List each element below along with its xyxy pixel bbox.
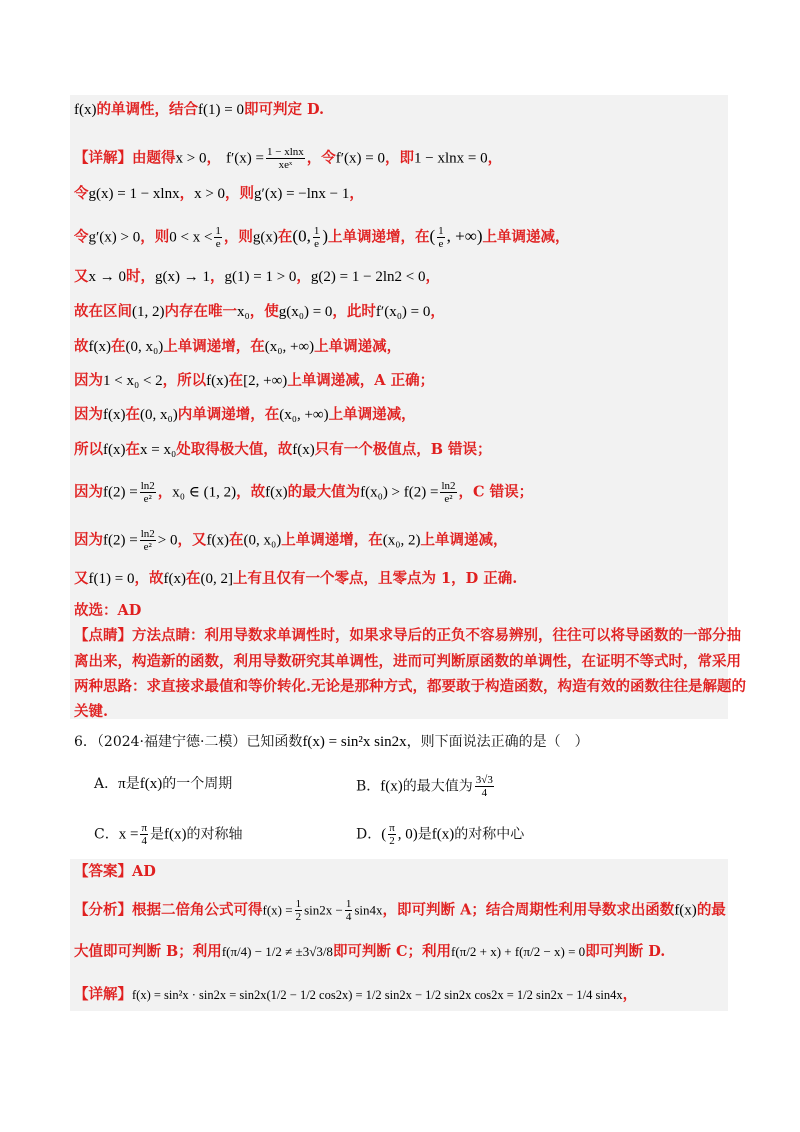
solution6-analysis-1: 【分析】根据二倍角公式可得f(x) = $\frac{1}{2}$ sin2x − $\frac{1}{4}$ sin4x，即可判断 A；结合周期性利用导数求出函数f(x)的最: [74, 898, 726, 923]
solution-line-11: 因为f(2) = $\frac{\ln 2}{\text{e²}}$ ，x₀ ∈ (1, 2)，故f(x)的最大值为f(x₀) > f(2) = $\frac{\ln 2}{\text{e²}}$ ，C 错误；: [74, 480, 534, 505]
option-c: C．x = $\frac{\pi}{4}$ 是f(x)的对称轴: [94, 822, 243, 847]
comment-line-3: 两种思路：求直接求最值和等价转化.无论是那种方式，都要敢于构造函数，构造有效的函数往往是解题的: [74, 678, 747, 695]
solution-line-5: 又x → 0时，g(x) → 1，g(1) = 1 > 0，g(2) = 1 − 2ln2 < 0，: [74, 268, 440, 285]
solution-line-6: 故在区间(1, 2)内存在唯一x₀，使g(x₀) = 0，此时f′(x₀) = 0，: [74, 303, 445, 320]
option-a: A．π是f(x)的一个周期: [94, 776, 233, 792]
comment-line-4: 关键.: [74, 703, 109, 720]
solution-line-9: 因为f(x)在(0, x₀)内单调递增，在(x₀, +∞)上单调递减，: [74, 406, 416, 423]
solution-line-10: 所以f(x)在x = x₀处取得极大值，故f(x)只有一个极值点，B 错误；: [74, 441, 492, 458]
option-b: B．f(x)的最大值为 $\frac{3√3}{4}$: [356, 774, 493, 799]
question-6-stem: 6．（2024·福建宁德·二模）已知函数f(x) = sin²x sin2x，则下面说法正确的是（ ）: [74, 734, 589, 750]
solution-line-7: 故f(x)在(0, x₀)上单调递增，在(x₀, +∞)上单调递减，: [74, 338, 402, 355]
solution-line-1: f(x)的单调性，结合f(1) = 0即可判定 D.: [74, 101, 325, 118]
solution-line-4: 令g′(x) > 0，则0 < x < $\frac{1}{e}$ ，则g(x)在(0, $\frac{1}{e}$ )上单调递增，在( $\frac{1}{e}$ , +∞)上单调递减，: [74, 225, 570, 250]
comment-line-1: 【点睛】方法点睛：利用导数求单调性时，如果求导后的正负不容易辨别，往往可以将导函数的一部分抽: [74, 627, 741, 644]
solution6-answer: 【答案】AD: [74, 863, 156, 880]
solution6-detail: 【详解】f(x) = sin²x · sin2x = sin2x(1/2 − 1/2 cos2x) = 1/2 sin2x − 1/2 sin2x cos2x = 1/2 sin2x − 1/4 sin4x，: [74, 986, 638, 1003]
solution-line-12: 因为f(2) = $\frac{\ln 2}{\text{e²}}$ > 0，又f(x)在(0, x₀)上单调递增，在(x₀, 2)上单调递减，: [74, 528, 508, 553]
option-d: D．( $\frac{\pi}{2}$ , 0)是f(x)的对称中心: [356, 822, 525, 847]
solution-line-13: 又f(1) = 0，故f(x)在(0, 2]上有且仅有一个零点，且零点为 1，D 正确.: [74, 570, 518, 587]
answer-line: 故选：AD: [74, 602, 142, 619]
solution6-analysis-2: 大值即可判断 B；利用f(π/4) − 1/2 ≠ ±3√3/8即可判断 C；利用f(π/2 + x) + f(π/2 − x) = 0即可判断 D.: [74, 943, 666, 960]
solution-line-3: 令g(x) = 1 − xlnx，x > 0，则g′(x) = −lnx − 1，: [74, 185, 364, 202]
solution-line-2: 【详解】由题得x > 0， f′(x) = 1 − xlnx xeˣ ，令f′(x) = 0，即1 − xlnx = 0，: [74, 146, 503, 171]
solution-line-8: 因为1 < x₀ < 2，所以f(x)在[2, +∞)上单调递减，A 正确；: [74, 372, 435, 389]
comment-line-2: 离出来，构造新的函数，利用导数研究其单调性，进而可判断原函数的单调性，在证明不等式时，常采用: [74, 653, 741, 670]
